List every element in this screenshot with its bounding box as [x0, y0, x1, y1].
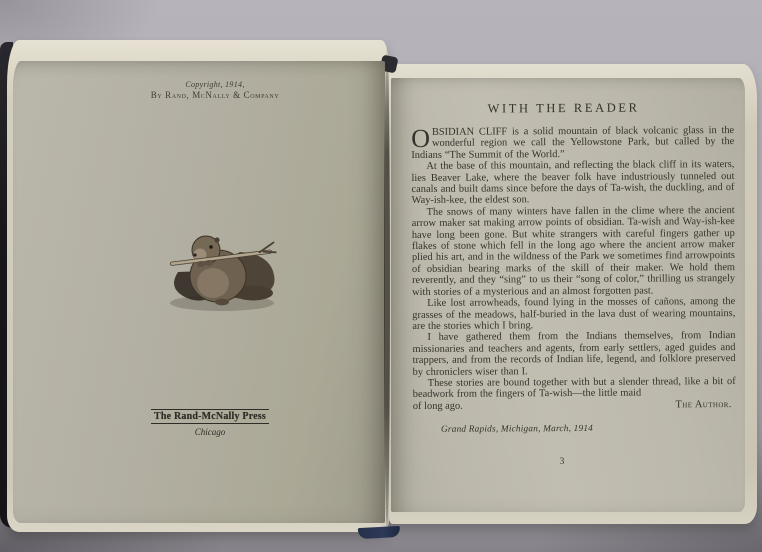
paragraph: These stories are bound together with but a slender thread, like a bit of beadwork from the fingers of Ta-wish—the little maid — [412, 375, 736, 401]
paragraph: I have gathered them from the Indians themselves, from Indian missionaries and teachers and agents, from early settlers, aged guides and trappers, and from the records of Indian life, legend, and folklore preserved by chroniclers wiser than I. — [412, 330, 736, 378]
paragraph-text: BSIDIAN CLIFF is a solid mountain of black volcanic glass in the wonderful region we call the Yellowstone Park, but called by the Indians “The Summit of the World.” — [411, 125, 735, 161]
paragraph — [411, 125, 734, 161]
press-name: The Rand-McNally Press — [151, 409, 269, 424]
closing-text: of long ago. — [412, 400, 463, 412]
beaver-illustration — [156, 222, 296, 314]
copyright-notice — [95, 80, 335, 100]
closing-line — [413, 399, 736, 412]
foreword-text-block — [411, 100, 736, 435]
dateline: Grand Rapids, Michigan, March, 1914 — [440, 424, 594, 435]
paragraph: Like lost arrowheads, found lying in the mosses of cañons, among the grasses of the meadows, half-buried in the lava dust of wearing mountains, are the stories which I bring. — [412, 296, 736, 332]
dropcap-letter: O — [411, 123, 431, 153]
paragraph: At the base of this mountain, and reflecting the black cliff in its waters, lies Beaver Lake, where the beaver folk have industriously tunneled out canals and built dams since before the days of Ta-wish, the duckling, and of Way-ish-kee, the eldest son. — [411, 159, 735, 207]
chapter-title: WITH THE READER — [487, 100, 640, 116]
publisher-line: By Rand, McNally & Company — [150, 90, 280, 100]
book-cover-bottom-edge — [358, 526, 401, 539]
book-gutter — [384, 48, 390, 528]
paragraph: The snows of many winters have fallen in the clime where the ancient arrow maker sat making arrow points of obsidian. Ta-wish and Way-ish-kee have long been gone. But white strangers with careful fingers gather up flakes of stone which fell in the long ago where the ancient arrow maker plied his art, and in the wildness of the Park we sometimes find arrowpoints of obsidian bearing marks of the skill of their maker. We hold them reverently, and they “sing” to us their “song of color,” thrilling us strangely with stories of a mysterious and an almost forgotten past. — [411, 204, 736, 298]
printer-imprint — [146, 406, 274, 437]
press-city: Chicago — [194, 427, 226, 437]
author-signature: The Author. — [675, 398, 732, 411]
page-number: 3 — [559, 457, 565, 467]
copyright-line: Copyright, 1914, — [185, 80, 245, 89]
